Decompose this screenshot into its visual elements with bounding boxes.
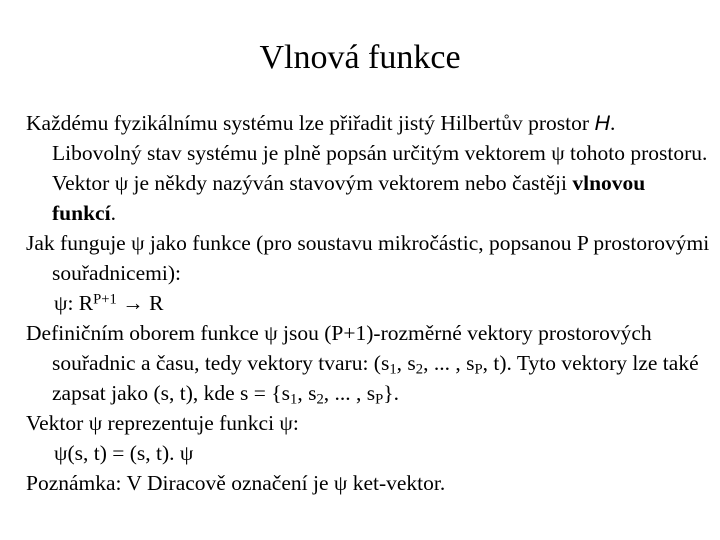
- paragraph-domain: [26, 318, 710, 408]
- sub-2b: 2: [316, 391, 324, 408]
- f2-text: ψ(s, t) = (s, t). ψ: [54, 441, 194, 465]
- p3-text-c: , ... , s: [423, 351, 475, 375]
- p3-text-a: Definičním oborem funkce ψ jsou (P+1)-rozměrné vektory prostorových souřadnic a času, tedy vektory tvaru: (s: [26, 321, 652, 375]
- sub-1: 1: [389, 361, 397, 378]
- p4-text: Vektor ψ reprezentuje funkci ψ:: [26, 411, 299, 435]
- p3-text-g: }.: [383, 381, 399, 405]
- sub-pb: P: [375, 391, 384, 408]
- p2-text: Jak funguje ψ jako funkce (pro soustavu mikročástic, popsanou P prostorovými souřadnicemi):: [26, 231, 710, 285]
- paragraph-vector-represents: [26, 408, 710, 438]
- p3-text-f: , ... , s: [323, 381, 376, 405]
- term-wave-function: vlnovou funkcí: [52, 171, 646, 225]
- f1-text-b: → R: [116, 291, 164, 315]
- p3-text-b: , s: [396, 351, 416, 375]
- sub-p: P: [474, 361, 483, 378]
- p1-text-c: .: [110, 201, 116, 225]
- slide-body: [26, 108, 710, 498]
- formula-mapping: [26, 288, 710, 318]
- p1-text-a: Každému fyzikálnímu systému lze přiřadit jistý Hilbertův prostor: [26, 111, 595, 135]
- p3-text-d: , t). Tyto vektory lze také zapsat jako (s, t), kde s = {s: [52, 351, 699, 405]
- p5-text: Poznámka: V Diracově označení je ψ ket-vektor.: [26, 471, 446, 495]
- sub-1b: 1: [290, 391, 298, 408]
- hilbert-symbol: H: [594, 111, 610, 135]
- paragraph-function-intro: [26, 228, 710, 288]
- paragraph-hilbert-space: [26, 108, 710, 228]
- f1-text-a: ψ: R: [54, 291, 94, 315]
- formula-psi: [26, 438, 710, 468]
- sub-2: 2: [415, 361, 424, 378]
- f1-superscript: P+1: [93, 291, 117, 308]
- slide-title: Vlnová funkce: [259, 39, 461, 76]
- paragraph-note: [26, 468, 710, 498]
- p3-text-e: , s: [297, 381, 317, 405]
- p1-text-b: . Libovolný stav systému je plně popsán určitým vektorem ψ tohoto prostoru. Vektor ψ je někdy nazýván stavovým vektorem nebo častěji: [52, 111, 708, 195]
